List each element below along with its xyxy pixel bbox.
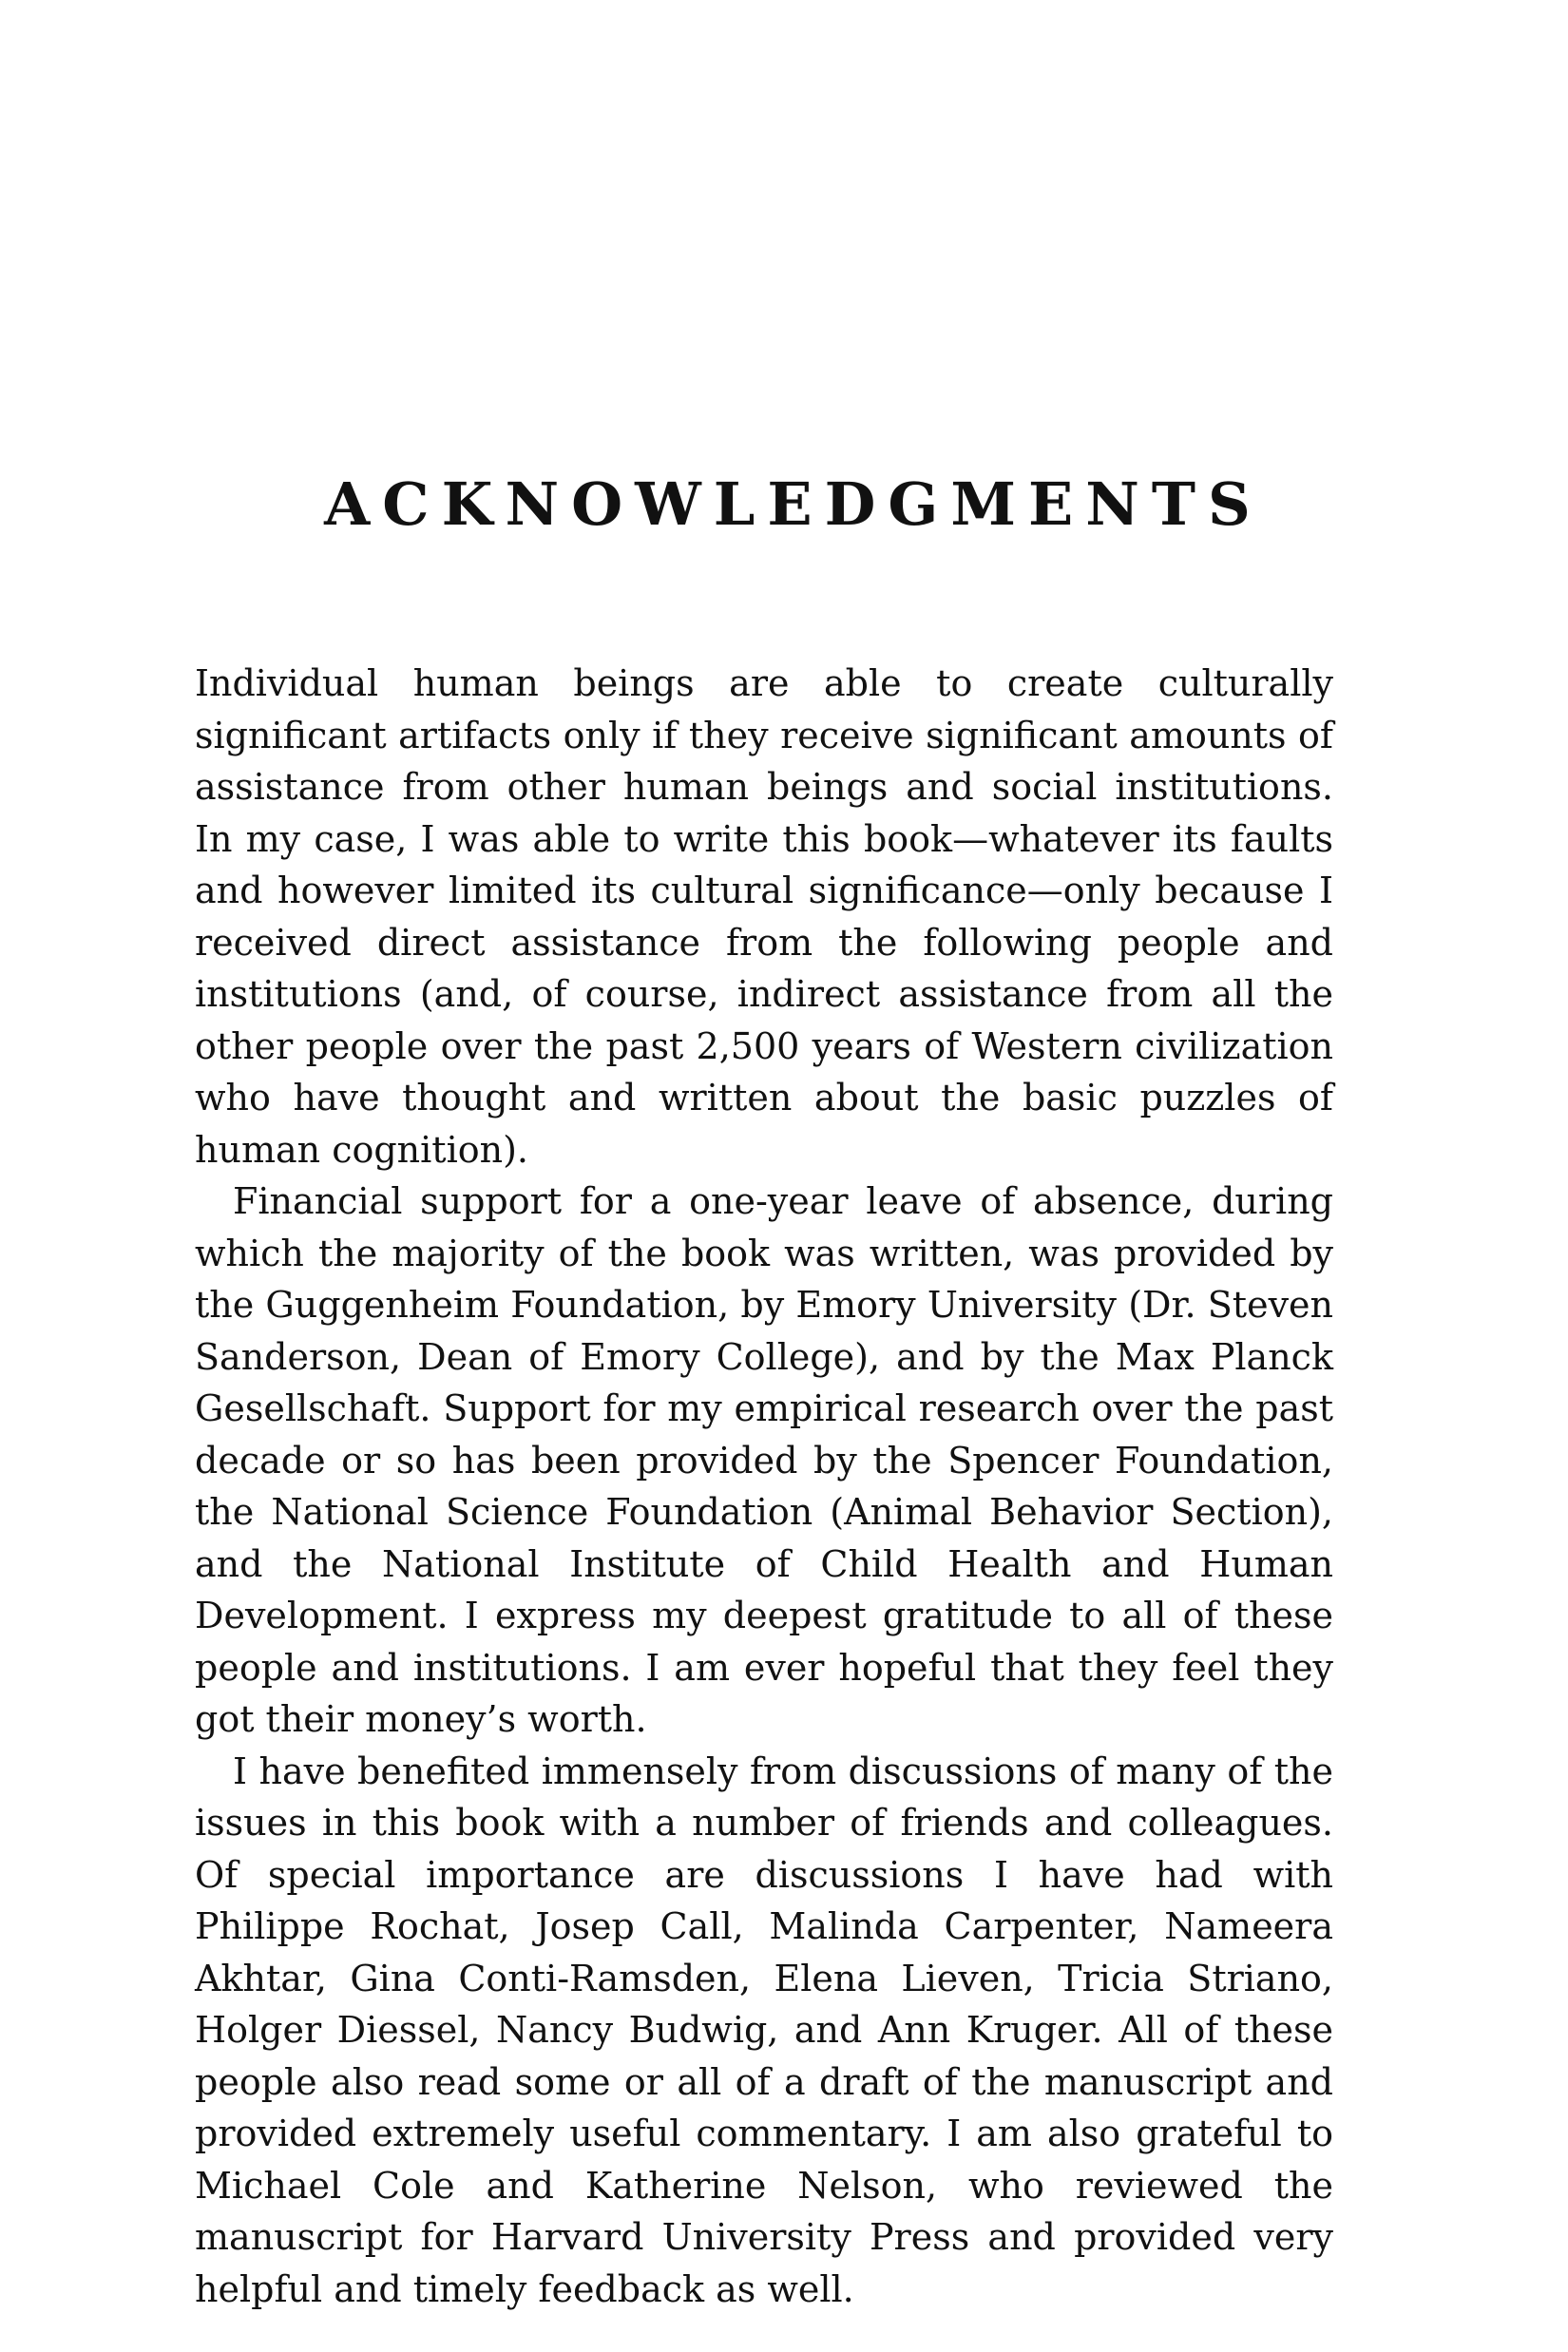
page-title: ACKNOWLEDGMENTS: [324, 468, 1263, 539]
paragraph-1: Individual human beings are able to create culturally significant artifacts only if they receive significant amounts of assistance from other human beings and social institutions. In my case, I was able to write this book—whatever its faults and however limited its cultural significance—only because I received direct assistance from the following people and institutions (and, of course, indirect assistance from all the other people over the past 2,500 years of Western civilization who have thought and written about the basic puzzles of human cognition).: [195, 662, 1333, 1171]
body-text: [195, 658, 1333, 2315]
paragraph-3: I have benefited immensely from discussions of many of the issues in this book with a number of friends and colleagues. Of special importance are discussions I have had with Philippe Rochat, Josep Call, Malinda Carpenter, Nameera Akhtar, Gina Conti-Ramsden, Elena Lieven, Tricia Striano, Holger Diessel, Nancy Budwig, and Ann Kruger. All of these people also read some or all of a draft of the manuscript and provided extremely useful commentary. I am also grateful to Michael Cole and Katherine Nelson, who reviewed the manuscript for Harvard University Press and provided very helpful and timely feedback as well.: [195, 1750, 1333, 2310]
paragraph-2: Financial support for a one-year leave of absence, during which the majority of the book was written, was provided by the Guggenheim Foundation, by Emory University (Dr. Steven Sanderson, Dean of Emory College), and by the Max Planck Gesellschaft. Support for my empirical research over the past decade or so has been provided by the Spencer Foundation, the National Science Foundation (Animal Behavior Section), and the National Institute of Child Health and Human Development. I express my deepest gratitude to all of these people and institutions. I am ever hopeful that they feel they got their money’s worth.: [195, 1180, 1333, 1740]
